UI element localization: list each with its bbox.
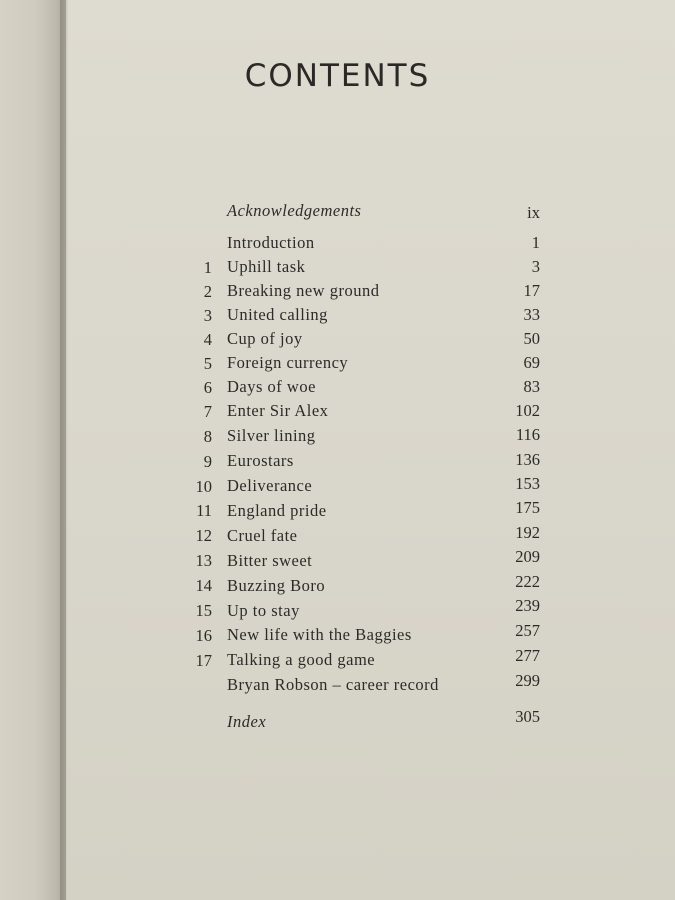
toc-entry-title: Bryan Robson – career record <box>227 675 439 694</box>
toc-entry-number: 6 <box>203 378 212 397</box>
toc-entry-page: 102 <box>515 401 540 420</box>
toc-entry-title: Breaking new ground <box>227 281 380 300</box>
toc-entry-page: 3 <box>531 257 540 276</box>
toc-entry-number: 2 <box>203 282 212 301</box>
toc-entry-page: ix <box>527 203 540 222</box>
toc-entry-page: 136 <box>515 450 540 469</box>
toc-entry-page: 175 <box>515 498 540 517</box>
toc-entry-title: Bitter sweet <box>227 551 313 570</box>
toc-entry-number: 4 <box>203 330 212 349</box>
page-gutter-shadow <box>60 0 68 900</box>
toc-entry-page: 299 <box>515 671 540 690</box>
toc-entry-number: 10 <box>195 477 212 496</box>
toc-entry-title: Deliverance <box>227 476 313 495</box>
toc-entry-title: Talking a good game <box>227 650 376 669</box>
toc-entry-title: Silver lining <box>227 426 316 445</box>
toc-entry-title: United calling <box>227 305 328 324</box>
book-page <box>68 0 675 900</box>
toc-entry-number: 17 <box>195 651 212 670</box>
toc-entry-title: Cruel fate <box>227 526 298 545</box>
toc-entry-title: Acknowledgements <box>227 201 362 220</box>
book-spine-gutter <box>0 0 66 900</box>
toc-entry-page: 69 <box>523 353 540 372</box>
toc-entry-title: Buzzing Boro <box>227 576 326 595</box>
toc-entry-number: 5 <box>203 354 212 373</box>
toc-entry-title: Enter Sir Alex <box>227 401 329 420</box>
toc-entry-page: 33 <box>523 305 540 324</box>
toc-entry-page: 83 <box>523 377 540 396</box>
toc-entry-number: 9 <box>203 452 212 471</box>
toc-entry-title: Uphill task <box>227 257 306 276</box>
toc-entry-title: Introduction <box>227 233 315 252</box>
toc-entry-page: 192 <box>515 523 540 542</box>
toc-entry-title: Eurostars <box>227 451 294 470</box>
toc-entry-number: 15 <box>195 601 212 620</box>
toc-entry-number: 1 <box>203 258 212 277</box>
toc-entry-page: 153 <box>515 474 540 493</box>
toc-entry-title: Cup of joy <box>227 329 303 348</box>
toc-entry-number: 14 <box>195 576 212 595</box>
toc-entry-title: Days of woe <box>227 377 316 396</box>
toc-entry-title: England pride <box>227 501 327 520</box>
toc-entry-page: 50 <box>523 329 540 348</box>
page-title: CONTENTS <box>244 58 431 94</box>
toc-entry-number: 13 <box>195 551 212 570</box>
toc-entry-page: 277 <box>515 646 540 665</box>
toc-entry-page: 257 <box>515 621 540 640</box>
toc-entry-page: 1 <box>531 233 540 252</box>
toc-entry-title: Up to stay <box>227 601 300 620</box>
toc-entry-page: 222 <box>515 572 540 591</box>
toc-entry-number: 12 <box>195 526 212 545</box>
toc-entry-title: Foreign currency <box>227 353 349 372</box>
toc-entry-number: 8 <box>203 427 212 446</box>
toc-entry-page: 17 <box>523 281 540 300</box>
toc-entry-page: 116 <box>515 425 540 444</box>
toc-entry-page: 209 <box>515 547 540 566</box>
toc-entry-title: New life with the Baggies <box>227 625 412 644</box>
toc-entry-number: 16 <box>195 626 212 645</box>
toc-entry-page: 305 <box>515 707 540 726</box>
toc-entry-number: 7 <box>203 402 212 421</box>
toc-entry-number: 3 <box>203 306 212 325</box>
toc-entry-title: Index <box>227 712 267 731</box>
toc-entry-page: 239 <box>515 596 540 615</box>
toc-entry-number: 11 <box>196 501 212 520</box>
